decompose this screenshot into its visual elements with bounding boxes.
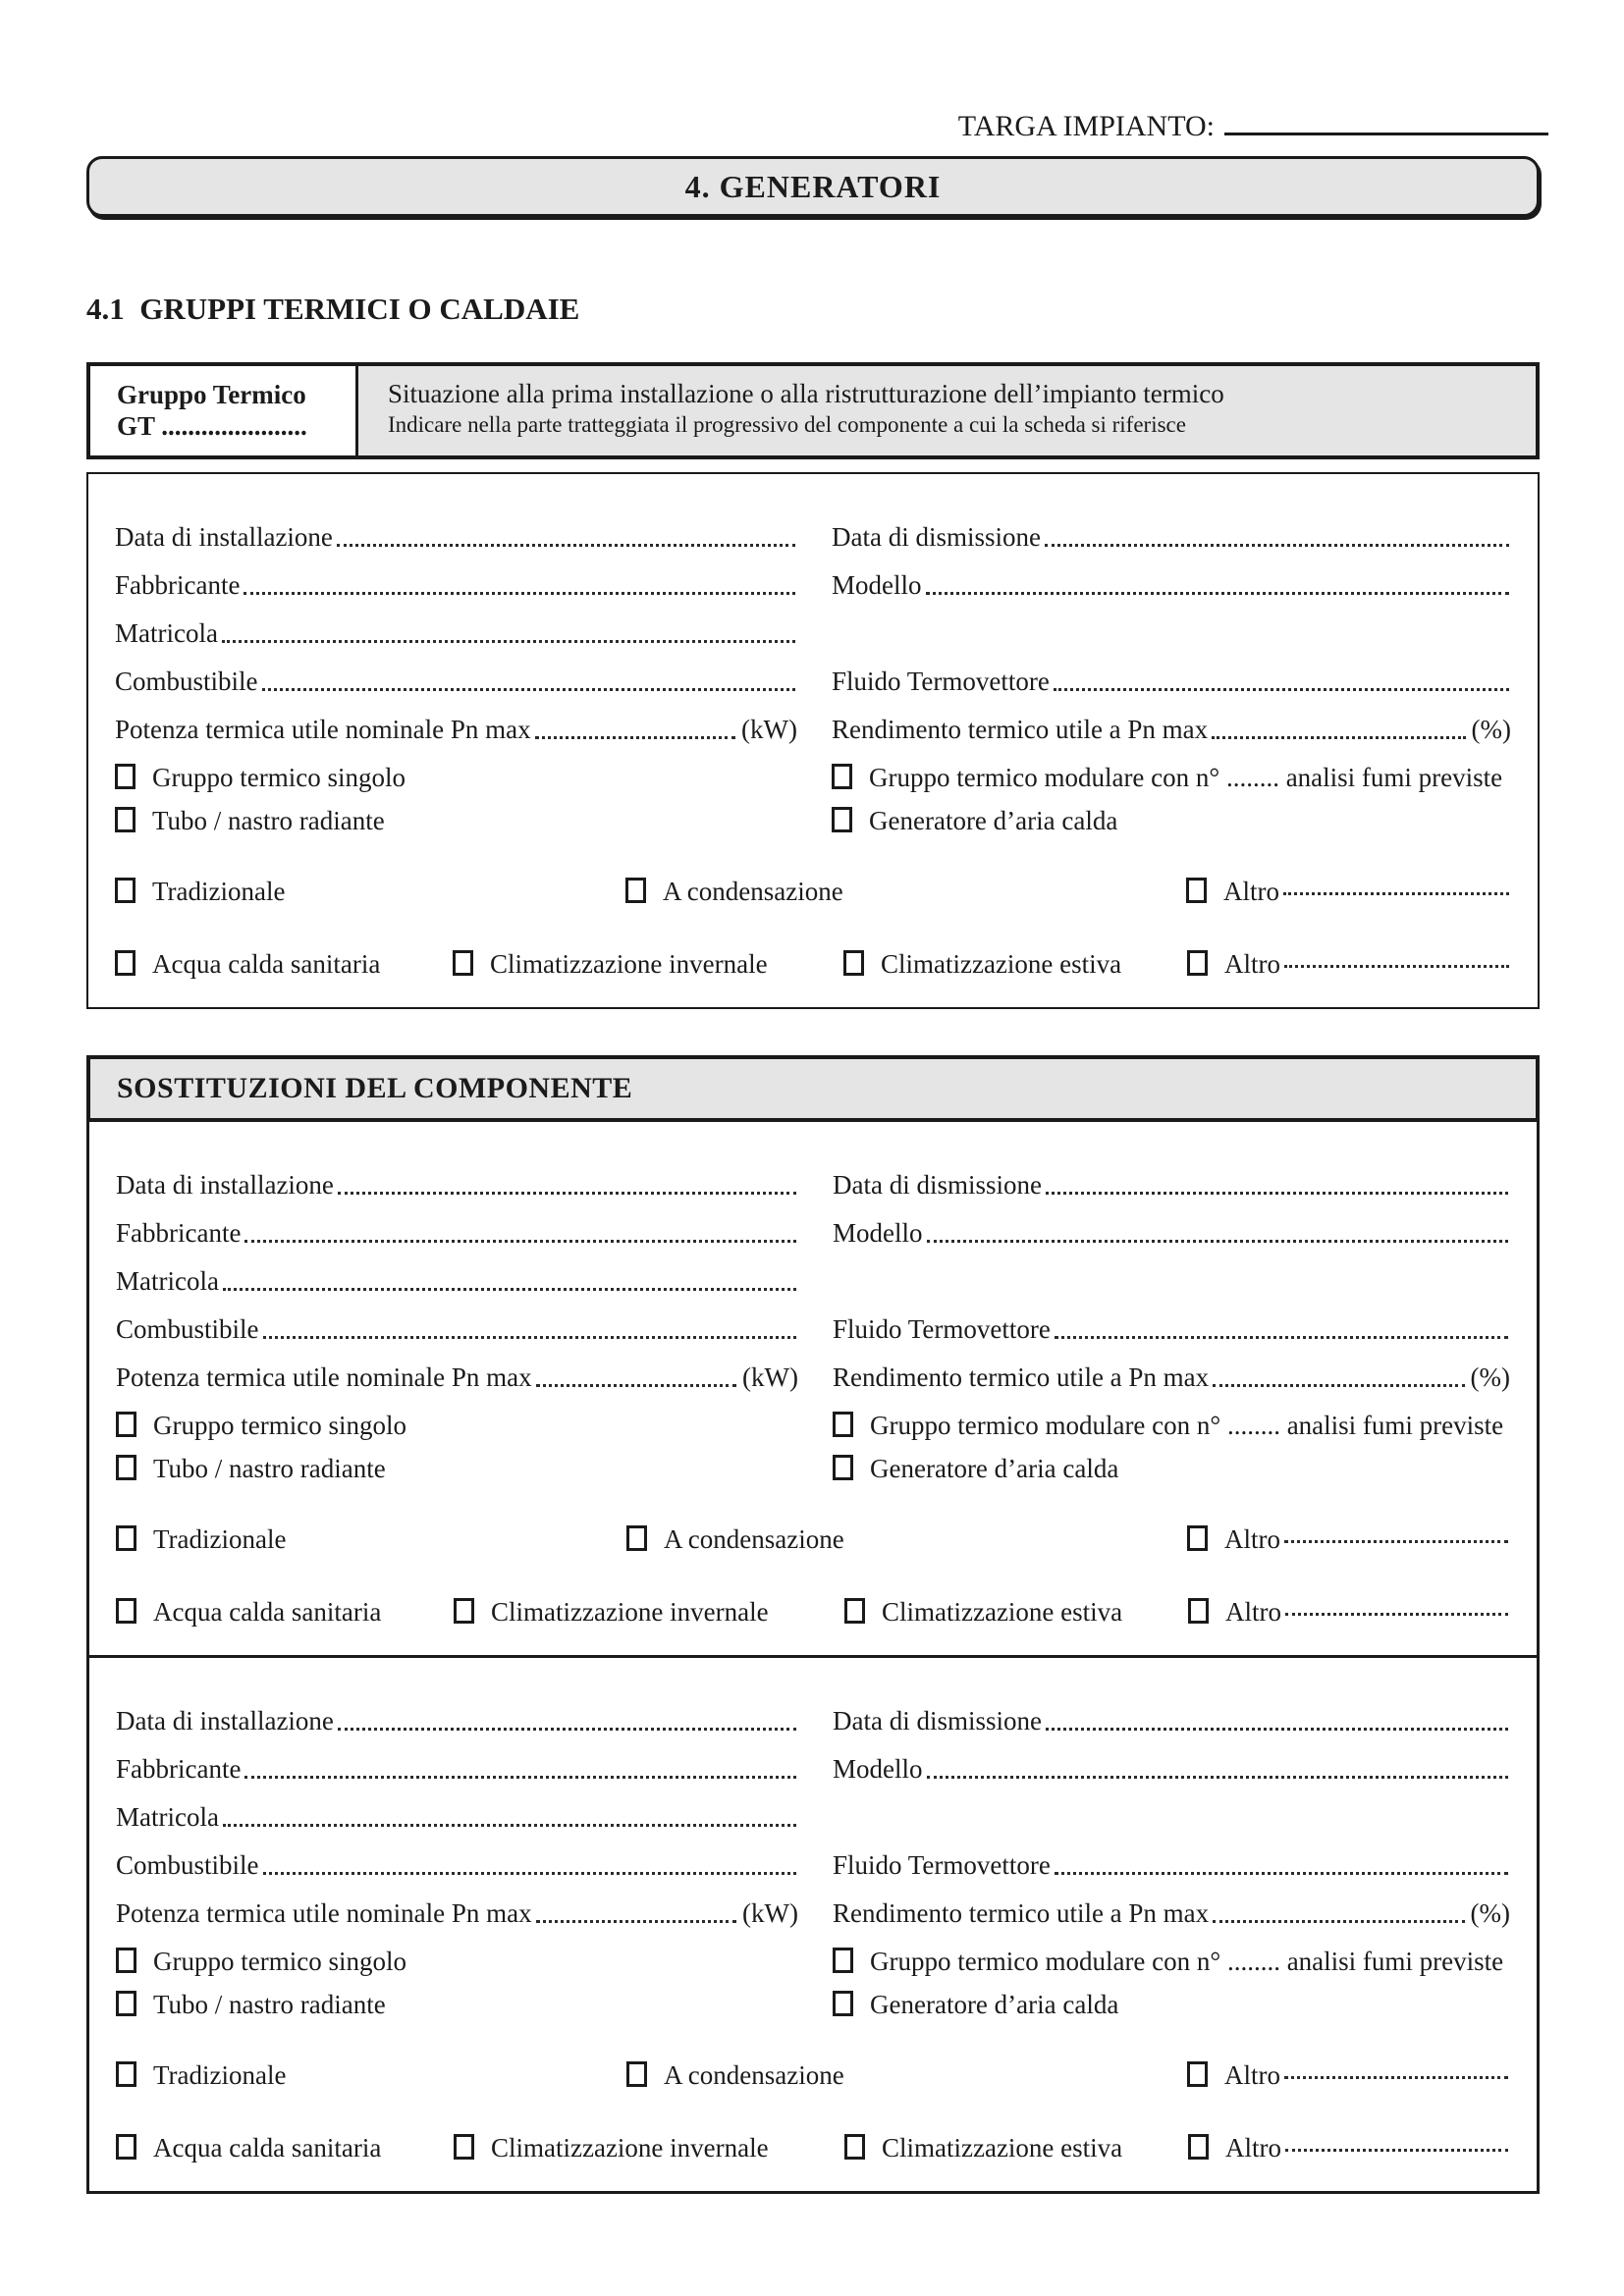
checkbox-gruppo-termico-modulare xyxy=(832,764,852,789)
option-row-tecnologia xyxy=(116,2054,1510,2097)
gt-name-cell xyxy=(90,366,358,455)
dotted-fill-line xyxy=(1284,1540,1508,1543)
checkbox-gruppo-termico-singolo xyxy=(115,764,135,789)
gt-desc-line1: Situazione alla prima installazione o alla ristrutturazione dell’impianto termico xyxy=(388,379,1224,408)
field-row-fabbricante xyxy=(116,1735,1510,1784)
option-label-altro: Altro xyxy=(1225,2132,1281,2163)
option-label-climatizzazione-invernale: Climatizzazione invernale xyxy=(491,2132,769,2163)
option-label-gruppo-termico-singolo: Gruppo termico singolo xyxy=(153,1410,406,1440)
checkbox-gruppo-termico-singolo xyxy=(116,1948,136,1973)
gt-name-line1: Gruppo Termico xyxy=(117,380,306,409)
checkbox-climatizzazione-invernale xyxy=(454,2134,474,2160)
field-unit-percent: (%) xyxy=(1471,715,1511,744)
page-content xyxy=(86,156,1540,2194)
option-label-acqua-calda-sanitaria: Acqua calda sanitaria xyxy=(153,2132,382,2163)
field-label-fabbricante: Fabbricante xyxy=(115,570,241,600)
checkbox-a-condensazione xyxy=(626,2061,647,2087)
option-label-tradizionale: Tradizionale xyxy=(152,876,286,906)
dotted-fill-line xyxy=(1213,1920,1464,1923)
dotted-fill-line xyxy=(1285,1613,1508,1616)
field-label-fluido-termovettore: Fluido Termovettore xyxy=(833,1314,1051,1344)
option-label-generatore-aria-calda: Generatore d’aria calda xyxy=(870,1989,1119,2019)
option-label-gruppo-termico-modulare: Gruppo termico modulare con n° ........ analisi fumi previste xyxy=(870,1946,1504,1976)
option-row-tipo-2 xyxy=(115,799,1511,842)
field-label-modello: Modello xyxy=(833,1218,923,1248)
option-label-climatizzazione-invernale: Climatizzazione invernale xyxy=(490,948,768,979)
field-label-combustibile: Combustibile xyxy=(116,1850,259,1880)
checkbox-a-condensazione xyxy=(625,878,646,903)
dotted-fill-line xyxy=(223,1824,796,1827)
gt-desc-line2: Indicare nella parte tratteggiata il progressivo del componente a cui la scheda si riferisce xyxy=(388,412,1186,437)
option-row-tipo-1 xyxy=(116,1404,1510,1447)
field-label-potenza: Potenza termica utile nominale Pn max xyxy=(116,1362,532,1392)
checkbox-generatore-aria-calda xyxy=(832,807,852,832)
checkbox-altro-tecnologia xyxy=(1186,878,1207,903)
field-row-potenza xyxy=(116,1880,1510,1928)
option-label-acqua-calda-sanitaria: Acqua calda sanitaria xyxy=(152,948,381,979)
field-row-installazione xyxy=(116,1151,1510,1200)
option-label-gruppo-termico-modulare: Gruppo termico modulare con n° ........ analisi fumi previste xyxy=(869,762,1503,792)
dotted-fill-line xyxy=(926,592,1510,595)
dotted-fill-line xyxy=(536,1920,736,1923)
checkbox-climatizzazione-invernale xyxy=(454,1598,474,1624)
field-row-matricola xyxy=(115,600,1511,648)
targa-impianto-blank-line xyxy=(1224,133,1548,135)
option-label-altro: Altro xyxy=(1224,2059,1280,2090)
checkbox-gruppo-termico-singolo xyxy=(116,1412,136,1437)
option-label-tradizionale: Tradizionale xyxy=(153,2059,287,2090)
dotted-fill-line xyxy=(262,688,795,691)
field-label-matricola: Matricola xyxy=(116,1802,219,1832)
checkbox-climatizzazione-estiva xyxy=(843,950,864,976)
dotted-fill-line xyxy=(1045,544,1509,547)
option-row-servizio xyxy=(115,942,1511,986)
field-unit-kw: (kW) xyxy=(742,1362,798,1392)
generator-form-block xyxy=(89,1658,1537,2191)
checkbox-acqua-calda-sanitaria xyxy=(115,950,135,976)
field-label-data-dismissione: Data di dismissione xyxy=(832,522,1041,552)
dotted-fill-line xyxy=(927,1776,1509,1779)
field-label-fabbricante: Fabbricante xyxy=(116,1754,242,1784)
dotted-fill-line xyxy=(337,544,795,547)
field-unit-kw: (kW) xyxy=(741,715,797,744)
field-label-data-installazione: Data di installazione xyxy=(115,522,333,552)
dotted-fill-line xyxy=(338,1728,796,1731)
field-row-matricola xyxy=(116,1784,1510,1832)
checkbox-altro-servizio xyxy=(1188,1598,1209,1624)
option-label-altro: Altro xyxy=(1224,1523,1280,1554)
option-label-tubo-nastro-radiante: Tubo / nastro radiante xyxy=(153,1453,386,1483)
dotted-fill-line xyxy=(535,736,735,739)
option-label-a-condensazione: A condensazione xyxy=(664,2059,844,2090)
field-label-potenza: Potenza termica utile nominale Pn max xyxy=(116,1898,532,1928)
field-label-rendimento: Rendimento termico utile a Pn max xyxy=(833,1898,1210,1928)
checkbox-generatore-aria-calda xyxy=(833,1991,853,2016)
generator-block-slot-2 xyxy=(89,1122,1537,1655)
option-row-servizio xyxy=(116,2126,1510,2169)
dotted-fill-line xyxy=(1046,1728,1508,1731)
option-label-altro: Altro xyxy=(1223,876,1279,906)
field-row-combustibile xyxy=(115,648,1511,696)
gt-progressive-field: GT ...................... xyxy=(117,411,307,441)
dotted-fill-line xyxy=(244,592,795,595)
checkbox-tubo-nastro-radiante xyxy=(116,1991,136,2016)
dotted-fill-line xyxy=(536,1384,736,1387)
field-label-data-installazione: Data di installazione xyxy=(116,1706,334,1735)
option-label-tubo-nastro-radiante: Tubo / nastro radiante xyxy=(153,1989,386,2019)
field-row-combustibile xyxy=(116,1832,1510,1880)
checkbox-acqua-calda-sanitaria xyxy=(116,1598,136,1624)
dotted-fill-line xyxy=(1046,1192,1508,1195)
option-row-tipo-2 xyxy=(116,1447,1510,1490)
dotted-fill-line xyxy=(244,1240,796,1243)
targa-impianto-label: TARGA IMPIANTO: xyxy=(957,110,1215,142)
checkbox-tradizionale xyxy=(116,1525,136,1551)
option-row-tipo-1 xyxy=(115,756,1511,799)
field-label-fluido-termovettore: Fluido Termovettore xyxy=(832,667,1050,696)
checkbox-tubo-nastro-radiante xyxy=(116,1455,136,1480)
option-label-climatizzazione-estiva: Climatizzazione estiva xyxy=(882,1596,1123,1627)
field-row-installazione xyxy=(115,504,1511,552)
dotted-fill-line xyxy=(1283,892,1509,895)
option-row-tipo-2 xyxy=(116,1983,1510,2026)
field-label-combustibile: Combustibile xyxy=(116,1314,259,1344)
gt-description-cell xyxy=(358,366,1536,455)
dotted-fill-line xyxy=(263,1872,796,1875)
field-label-modello: Modello xyxy=(832,570,922,600)
checkbox-gruppo-termico-modulare xyxy=(833,1948,853,1973)
option-label-generatore-aria-calda: Generatore d’aria calda xyxy=(869,805,1118,835)
dotted-fill-line xyxy=(1213,1384,1464,1387)
option-label-tradizionale: Tradizionale xyxy=(153,1523,287,1554)
field-row-installazione xyxy=(116,1687,1510,1735)
dotted-fill-line xyxy=(244,1776,796,1779)
checkbox-tradizionale xyxy=(116,2061,136,2087)
field-label-data-installazione: Data di installazione xyxy=(116,1170,334,1200)
field-row-combustibile xyxy=(116,1296,1510,1344)
checkbox-a-condensazione xyxy=(626,1525,647,1551)
dotted-fill-line xyxy=(927,1240,1509,1243)
field-label-rendimento: Rendimento termico utile a Pn max xyxy=(833,1362,1210,1392)
chapter-title-box xyxy=(86,156,1540,217)
dotted-fill-line xyxy=(1284,965,1509,968)
field-unit-percent: (%) xyxy=(1470,1362,1510,1392)
checkbox-generatore-aria-calda xyxy=(833,1455,853,1480)
checkbox-tubo-nastro-radiante xyxy=(115,807,135,832)
field-label-data-dismissione: Data di dismissione xyxy=(833,1706,1042,1735)
field-row-potenza xyxy=(115,696,1511,744)
field-label-matricola: Matricola xyxy=(116,1266,219,1296)
dotted-fill-line xyxy=(223,1288,796,1291)
option-label-gruppo-termico-singolo: Gruppo termico singolo xyxy=(152,762,406,792)
targa-impianto-row xyxy=(0,0,1624,143)
option-label-climatizzazione-invernale: Climatizzazione invernale xyxy=(491,1596,769,1627)
generator-form-block xyxy=(89,1122,1537,1655)
dotted-fill-line xyxy=(1284,2076,1508,2079)
option-label-acqua-calda-sanitaria: Acqua calda sanitaria xyxy=(153,1596,382,1627)
dotted-fill-line xyxy=(338,1192,796,1195)
field-row-fabbricante xyxy=(115,552,1511,600)
option-label-climatizzazione-estiva: Climatizzazione estiva xyxy=(882,2132,1123,2163)
option-row-tipo-1 xyxy=(116,1940,1510,1983)
checkbox-altro-servizio xyxy=(1187,950,1208,976)
dotted-fill-line xyxy=(1285,2149,1508,2152)
dotted-fill-line xyxy=(263,1336,796,1339)
checkbox-climatizzazione-estiva xyxy=(844,2134,865,2160)
option-row-tecnologia xyxy=(116,1518,1510,1561)
checkbox-altro-servizio xyxy=(1188,2134,1209,2160)
checkbox-climatizzazione-invernale xyxy=(453,950,473,976)
checkbox-altro-tecnologia xyxy=(1187,2061,1208,2087)
option-label-climatizzazione-estiva: Climatizzazione estiva xyxy=(881,948,1122,979)
option-label-a-condensazione: A condensazione xyxy=(663,876,843,906)
field-label-rendimento: Rendimento termico utile a Pn max xyxy=(832,715,1209,744)
field-row-potenza xyxy=(116,1344,1510,1392)
field-label-modello: Modello xyxy=(833,1754,923,1784)
generator-form-block xyxy=(88,474,1538,1007)
dotted-fill-line xyxy=(1055,1336,1508,1339)
option-label-a-condensazione: A condensazione xyxy=(664,1523,844,1554)
chapter-title: 4. GENERATORI xyxy=(684,168,942,204)
option-label-gruppo-termico-modulare: Gruppo termico modulare con n° ........ analisi fumi previste xyxy=(870,1410,1504,1440)
generator-block-slot-3 xyxy=(89,1658,1537,2191)
gt-header-box xyxy=(86,362,1540,459)
checkbox-acqua-calda-sanitaria xyxy=(116,2134,136,2160)
field-label-fluido-termovettore: Fluido Termovettore xyxy=(833,1850,1051,1880)
dotted-fill-line xyxy=(1054,688,1509,691)
option-label-tubo-nastro-radiante: Tubo / nastro radiante xyxy=(152,805,385,835)
field-label-fabbricante: Fabbricante xyxy=(116,1218,242,1248)
sostituzioni-box xyxy=(86,1055,1540,2194)
field-label-data-dismissione: Data di dismissione xyxy=(833,1170,1042,1200)
sostituzioni-title: SOSTITUZIONI DEL COMPONENTE xyxy=(117,1072,633,1104)
option-label-altro: Altro xyxy=(1224,948,1280,979)
first-installation-box xyxy=(86,472,1540,1009)
checkbox-tradizionale xyxy=(115,878,135,903)
option-label-generatore-aria-calda: Generatore d’aria calda xyxy=(870,1453,1119,1483)
field-row-matricola xyxy=(116,1248,1510,1296)
checkbox-altro-tecnologia xyxy=(1187,1525,1208,1551)
dotted-fill-line xyxy=(1055,1872,1508,1875)
sostituzioni-header xyxy=(86,1055,1540,1122)
field-label-combustibile: Combustibile xyxy=(115,667,258,696)
generator-block-slot-1 xyxy=(88,474,1538,1007)
dotted-fill-line xyxy=(222,640,795,643)
field-unit-percent: (%) xyxy=(1470,1898,1510,1928)
field-unit-kw: (kW) xyxy=(742,1898,798,1928)
option-row-tecnologia xyxy=(115,870,1511,913)
checkbox-climatizzazione-estiva xyxy=(844,1598,865,1624)
checkbox-gruppo-termico-modulare xyxy=(833,1412,853,1437)
section-heading: 4.1 GRUPPI TERMICI O CALDAIE xyxy=(86,292,580,326)
field-row-fabbricante xyxy=(116,1200,1510,1248)
dotted-fill-line xyxy=(1212,736,1465,739)
field-label-potenza: Potenza termica utile nominale Pn max xyxy=(115,715,531,744)
option-row-servizio xyxy=(116,1590,1510,1633)
option-label-altro: Altro xyxy=(1225,1596,1281,1627)
option-label-gruppo-termico-singolo: Gruppo termico singolo xyxy=(153,1946,406,1976)
field-label-matricola: Matricola xyxy=(115,618,218,648)
